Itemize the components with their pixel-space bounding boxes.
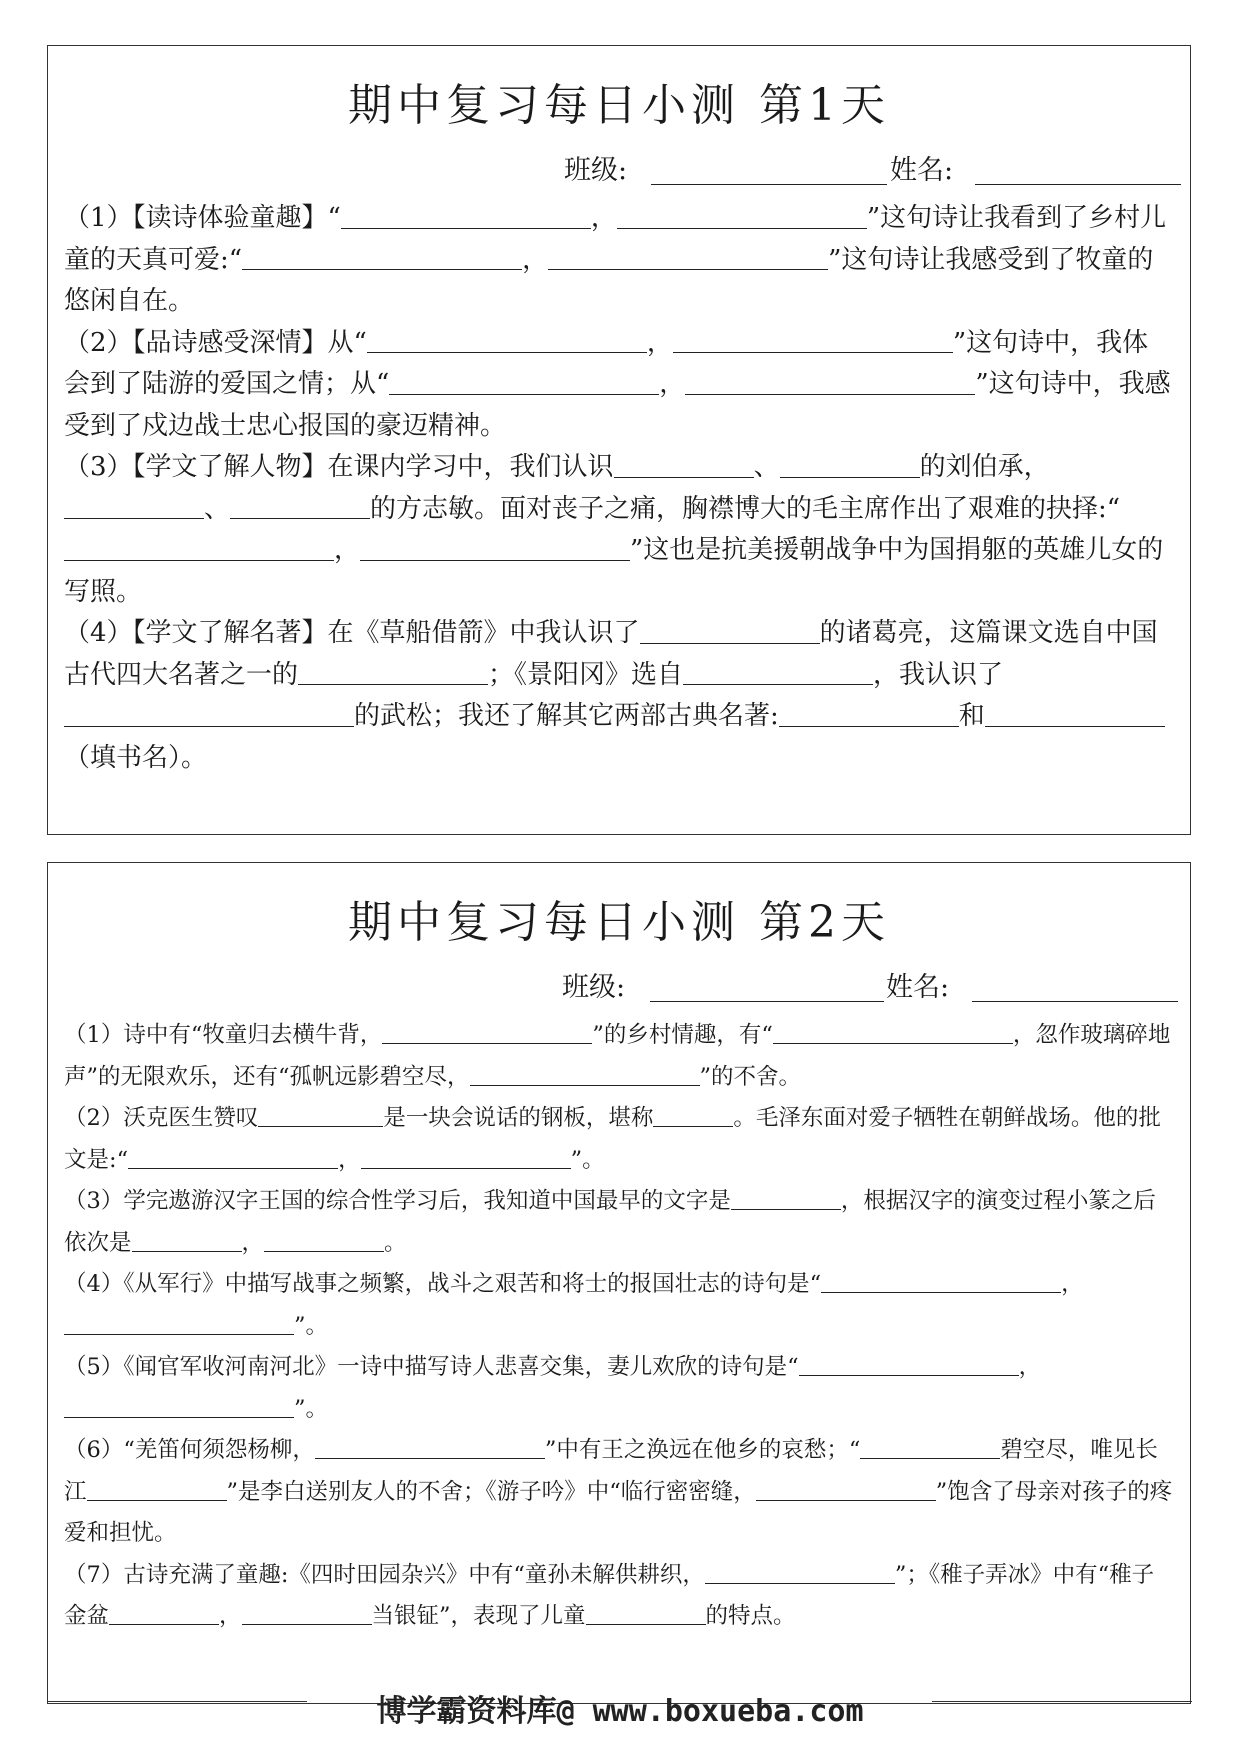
answer-blank[interactable] [64, 1393, 294, 1418]
answer-blank[interactable] [779, 698, 959, 726]
answer-blank[interactable] [109, 1601, 219, 1626]
answer-blank[interactable] [617, 200, 867, 228]
question-item: （2）【品诗感受深情】从“ ， ”这句诗中，我体会到了陆游的爱国之情；从“ ， ”这句诗中，我感受到了戍边战士忠心报国的豪迈精神。 [64, 323, 1174, 448]
answer-blank[interactable] [821, 1269, 1061, 1294]
question-number: （4） [64, 618, 133, 648]
question-item: （3）学完遨游汉字王国的综合性学习后，我知道中国最早的文字是 ，根据汉字的演变过程小篆之后依次是 ， 。 [64, 1181, 1174, 1264]
answer-blank[interactable] [242, 242, 522, 270]
quiz-title: 期中复习每日小测 第2天 [348, 897, 890, 948]
question-item: （2）沃克医生赞叹 是一块会说话的钢板，堪称 。毛泽东面对爱子牺牲在朝鲜战场。他的批文是:“ ， ”。 [64, 1098, 1174, 1181]
answer-blank[interactable] [258, 1103, 383, 1128]
question-item: （3）【学文了解人物】在课内学习中，我们认识 、 的刘伯承，、 的方志敏。面对丧子之痛，胸襟博大的毛主席作出了艰难的抉择:“， ”这也是抗美援朝战争中为国捐躯的英雄儿女的写照。 [64, 447, 1174, 613]
answer-blank[interactable] [640, 615, 820, 643]
question-item: （6）“羌笛何须怨杨柳， ”中有王之涣远在他乡的哀愁；“ 碧空尽，唯见长江 ”是李白送别友人的不舍；《游子吟》中“临行密密缝， ”饱含了母亲对孩子的疼爱和担忧。 [64, 1430, 1174, 1555]
quiz-card-day2 [47, 862, 1191, 1704]
question-list [48, 1015, 1190, 1638]
answer-blank[interactable] [586, 1601, 706, 1626]
answer-blank[interactable] [361, 1144, 571, 1169]
answer-blank[interactable] [653, 1103, 733, 1128]
answer-blank[interactable] [132, 1227, 242, 1252]
student-info-row [48, 955, 1190, 1015]
answer-blank[interactable] [389, 366, 659, 394]
answer-blank[interactable] [731, 1186, 841, 1211]
answer-blank[interactable] [230, 491, 370, 519]
answer-blank[interactable] [87, 1476, 227, 1501]
student-info-row [48, 138, 1190, 198]
answer-blank[interactable] [64, 491, 204, 519]
question-number: （4） [64, 1271, 124, 1297]
question-item: （1）诗中有“牧童归去横牛背， ”的乡村情趣，有“ ，忽作玻璃碎地声”的无限欢乐，还有“孤帆远影碧空尽， ”的不舍。 [64, 1015, 1174, 1098]
question-number: （6） [64, 1437, 124, 1463]
question-number: （3） [64, 452, 133, 482]
question-number: （2） [64, 1105, 124, 1131]
answer-blank[interactable] [860, 1435, 1000, 1460]
quiz-title: 期中复习每日小测 第1天 [348, 80, 890, 131]
answer-blank[interactable] [360, 532, 630, 560]
answer-blank[interactable] [341, 200, 591, 228]
name-label: 姓名: [890, 155, 954, 186]
footer-divider [932, 1701, 1192, 1702]
answer-blank[interactable] [128, 1144, 338, 1169]
answer-blank[interactable] [614, 449, 754, 477]
answer-blank[interactable] [264, 1227, 384, 1252]
question-item: （1）【读诗体验童趣】“ ， ”这句诗让我看到了乡村儿童的天真可爱:“ ， ”这句诗让我感受到了牧童的悠闲自在。 [64, 198, 1174, 323]
answer-blank[interactable] [705, 1559, 895, 1584]
name-input-line[interactable] [975, 184, 1181, 185]
class-label: 班级: [562, 972, 626, 1003]
question-item: （5）《闻官军收河南河北》一诗中描写诗人悲喜交集，妻儿欢欣的诗句是“ ，”。 [64, 1347, 1174, 1430]
answer-blank[interactable] [382, 1020, 592, 1045]
answer-blank[interactable] [799, 1352, 1019, 1377]
answer-blank[interactable] [64, 532, 334, 560]
answer-blank[interactable] [756, 1476, 936, 1501]
answer-blank[interactable] [470, 1061, 700, 1086]
answer-blank[interactable] [780, 449, 920, 477]
class-label: 班级: [564, 155, 628, 186]
question-number: （3） [64, 1188, 124, 1214]
class-input-line[interactable] [651, 184, 887, 185]
answer-blank[interactable] [773, 1020, 1013, 1045]
quiz-card-day1 [47, 45, 1191, 835]
question-item: （7）古诗充满了童趣:《四时田园杂兴》中有“童孙未解供耕织， ”；《稚子弄冰》中有“稚子金盆 ， 当银钲”，表现了儿童 的特点。 [64, 1555, 1174, 1638]
name-input-line[interactable] [972, 1001, 1178, 1002]
footer-watermark: 博学霸资料库@ www.boxueba.com [376, 1694, 864, 1729]
question-number: （5） [64, 1354, 124, 1380]
answer-blank[interactable] [315, 1435, 545, 1460]
question-list [48, 198, 1190, 779]
answer-blank[interactable] [685, 366, 975, 394]
question-item: （4）【学文了解名著】在《草船借箭》中我认识了 的诸葛亮，这篇课文选自中国古代四大名著之一的 ；《景阳冈》选自 ，我认识了的武松；我还了解其它两部古典名著: 和（填书名）。 [64, 613, 1174, 779]
question-number: （2） [64, 327, 133, 358]
class-input-line[interactable] [650, 1001, 884, 1002]
answer-blank[interactable] [985, 698, 1165, 726]
name-label: 姓名: [886, 972, 950, 1003]
question-item: （4）《从军行》中描写战事之频繁，战斗之艰苦和将士的报国壮志的诗句是“ ，”。 [64, 1264, 1174, 1347]
question-number: （1） [64, 1022, 124, 1048]
question-number: （7） [64, 1561, 124, 1588]
answer-blank[interactable] [673, 325, 953, 353]
answer-blank[interactable] [367, 325, 647, 353]
answer-blank[interactable] [64, 698, 354, 726]
answer-blank[interactable] [298, 657, 488, 685]
answer-blank[interactable] [548, 242, 828, 270]
answer-blank[interactable] [242, 1601, 372, 1626]
question-number: （1） [64, 203, 133, 233]
answer-blank[interactable] [64, 1310, 294, 1335]
answer-blank[interactable] [683, 657, 873, 685]
